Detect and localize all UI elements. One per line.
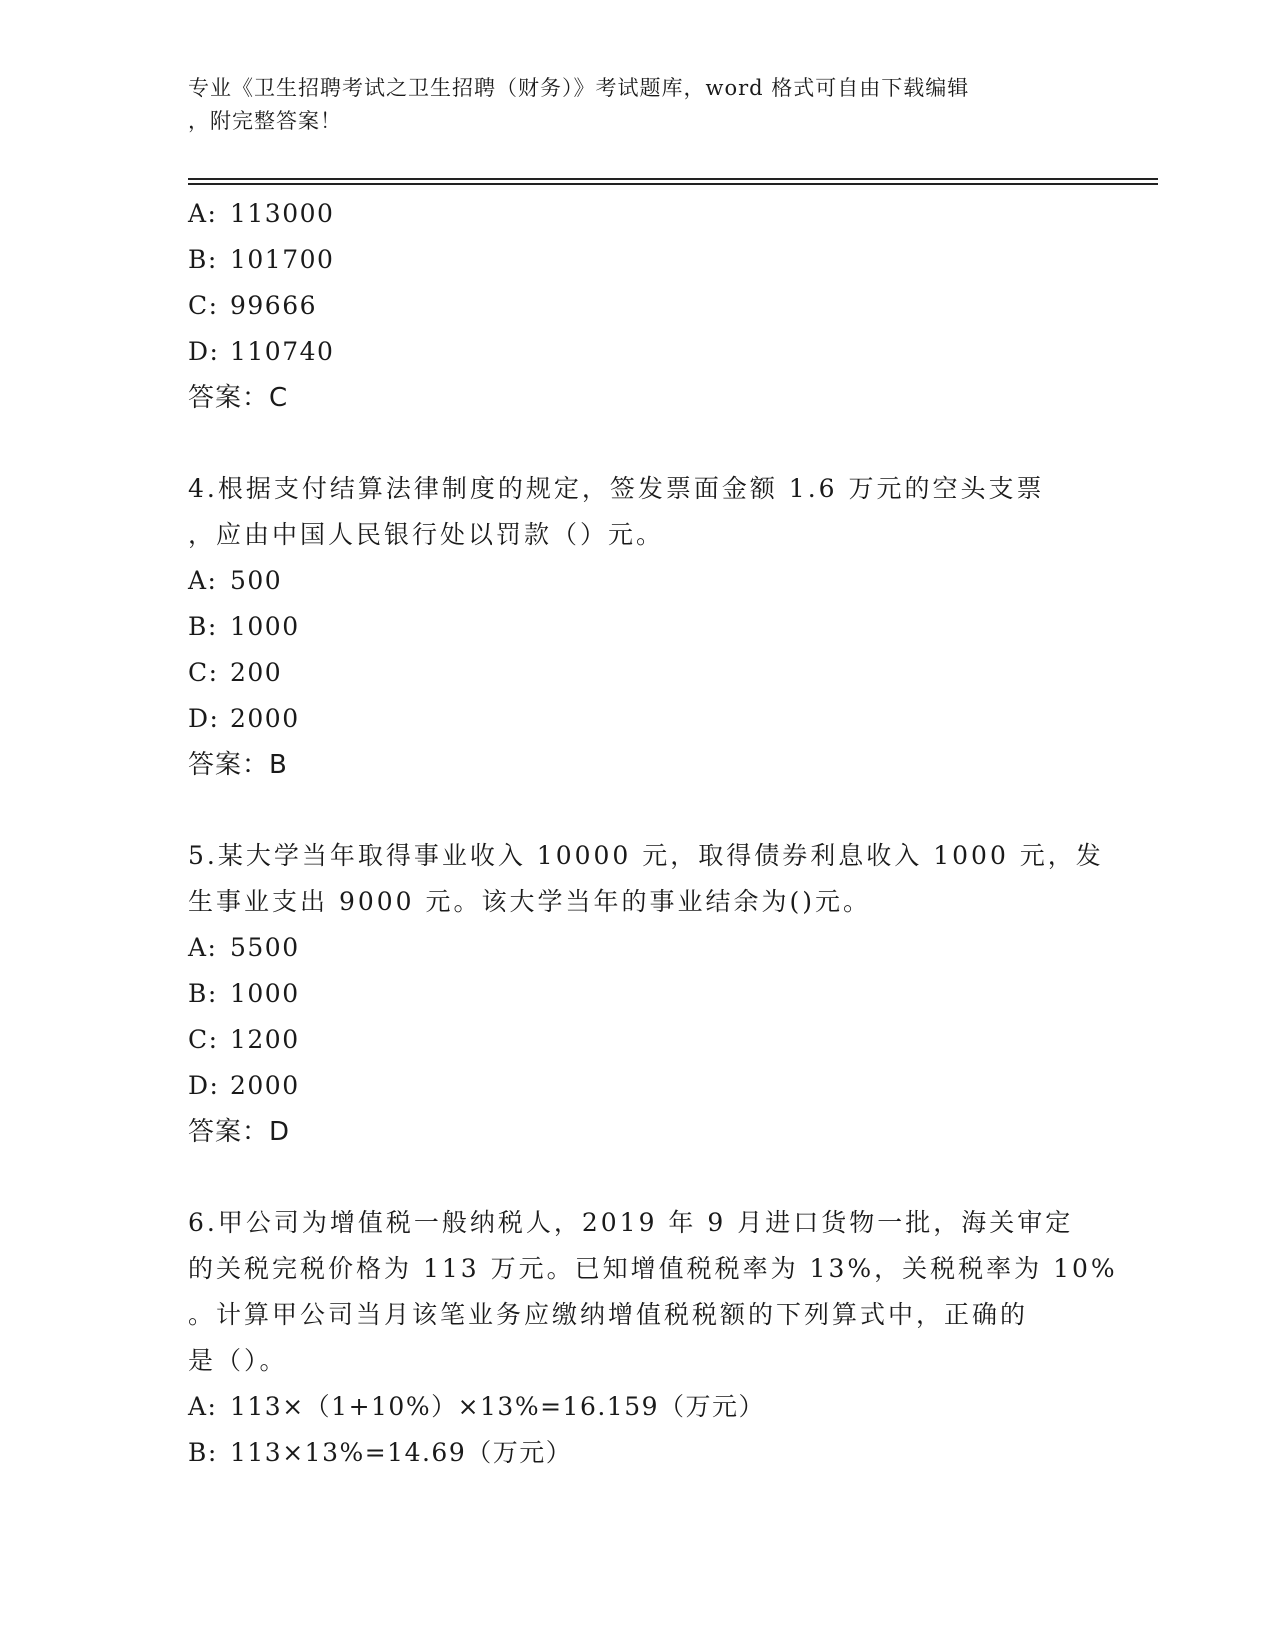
answer: 答案：C: [188, 383, 289, 413]
option-d: D: 2000: [188, 704, 300, 733]
option-b: B: 1000: [188, 612, 300, 641]
question-text-line: 4.根据支付结算法律制度的规定，签发票面金额 1.6 万元的空头支票: [188, 474, 1045, 503]
question-text-line: ，应由中国人民银行处以罚款（）元。: [188, 520, 665, 549]
question-text-line: 5.某大学当年取得事业收入 10000 元，取得债券利息收入 1000 元，发: [188, 841, 1104, 870]
option-a: A: 113000: [188, 199, 335, 228]
option-a: A: 5500: [188, 933, 300, 962]
option-d: D: 110740: [188, 337, 335, 366]
question-text-line: 的关税完税价格为 113 万元。已知增值税税率为 13%，关税税率为 10%: [188, 1254, 1118, 1283]
option-c: C: 1200: [188, 1025, 300, 1054]
question-text-line: 。计算甲公司当月该笔业务应缴纳增值税税额的下列算式中，正确的: [188, 1300, 1029, 1329]
question-6: [188, 1200, 1118, 1384]
option-b: B: 113×13%=14.69（万元）: [188, 1438, 573, 1467]
option-b: B: 1000: [188, 979, 300, 1008]
question-5: [188, 833, 1108, 925]
question-text-line: 生事业支出 9000 元。该大学当年的事业结余为()元。: [188, 887, 872, 916]
question-3: [188, 191, 1108, 421]
question-5-options: [188, 925, 1108, 1155]
header-divider-bottom: [188, 183, 1158, 185]
question-4-options: [188, 558, 1108, 788]
document-header: [188, 72, 1088, 138]
header-line-1: 专业《卫生招聘考试之卫生招聘（财务）》考试题库，word 格式可自由下载编辑: [188, 76, 970, 100]
header-line-2: ，附完整答案！: [188, 109, 342, 133]
option-b: B: 101700: [188, 245, 335, 274]
option-c: C: 99666: [188, 291, 318, 320]
question-6-options: [188, 1384, 1108, 1476]
answer: 答案：B: [188, 750, 288, 780]
answer: 答案：D: [188, 1117, 291, 1147]
question-text-line: 是（）。: [188, 1346, 288, 1375]
option-a: A: 113×（1+10%）×13%=16.159（万元）: [188, 1392, 766, 1421]
question-text-line: 6.甲公司为增值税一般纳税人，2019 年 9 月进口货物一批，海关审定: [188, 1208, 1074, 1237]
question-content: [188, 191, 1118, 1476]
option-c: C: 200: [188, 658, 283, 687]
question-4: [188, 466, 1108, 558]
header-divider-top: [188, 178, 1158, 180]
option-d: D: 2000: [188, 1071, 300, 1100]
option-a: A: 500: [188, 566, 283, 595]
